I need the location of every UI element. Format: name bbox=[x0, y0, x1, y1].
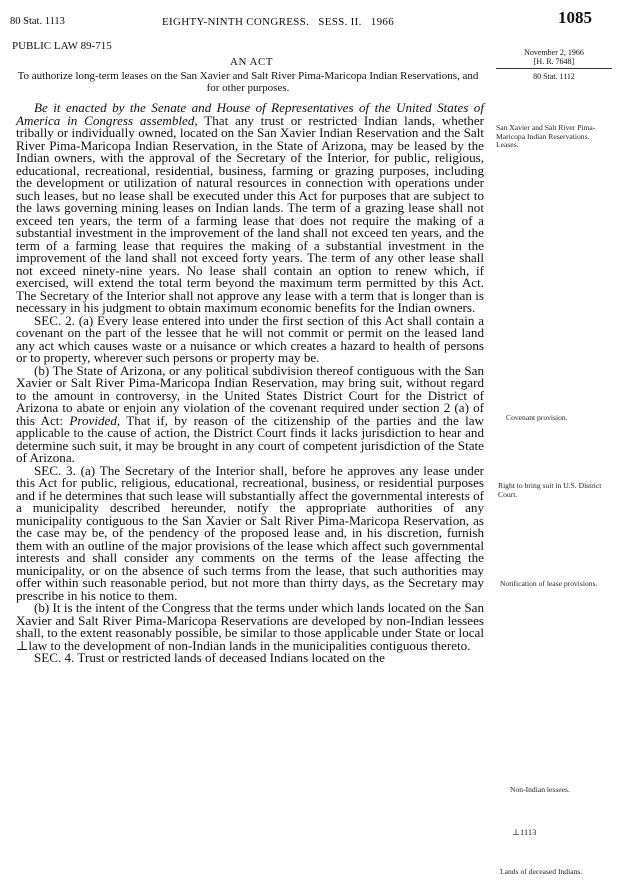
act-body bbox=[16, 102, 484, 665]
enacting-clause: Be it enacted by the Senate and House of Representatives of the United States of America in Congress assembled, bbox=[16, 100, 484, 128]
section-2b-proviso: That if, by reason of the citizenship of the parties and the law applicable to the cause of action, the District Court finds it lacks jurisdiction to hear and determine such suit, it may be brought in any court of competent jurisdiction of the State of Arizona. bbox=[16, 412, 484, 465]
section-1-text: That any trust or restricted Indian lands, whether tribally or individually owned, located on the San Xavier Indian Reservation and the Salt River Pima-Maricopa Indian Reservation, in the State of Arizona, may be leased by the Indian owners, with the approval of the Secretary of the Interior, for public, religious, educational, recreational, residential, business, farming or grazing purposes, including the development or utilization of natural resources in connection with operations under such leases, but no lease shall be executed under this Act for purposes that are subject to the laws governing mining leases on Indian lands. The term of a grazing lease shall not exceed ten years, the term of a farming lease that does not require the making of a substantial investment in the improvement of the land shall not exceed ten years, and the term of a farming lease that requires the making of a substantial investment in the improvement of the land shall not exceed forty years. The term of any other lease shall not exceed ninety-nine years. No lease shall contain an option to renew which, if exercised, will extend the total term beyond the maximum term permitted by this Act. The Secretary of the Interior shall not approve any lease with a term that is longer than is necessary in his judgment to obtain maximum economic benefits for the Indian owners. bbox=[16, 112, 484, 315]
section-4: SEC. 4. Trust or restricted lands of deceased Indians located on the bbox=[34, 650, 385, 665]
enactment-date: November 2, 1966 bbox=[524, 48, 584, 57]
act-heading: AN ACT bbox=[230, 56, 274, 68]
public-law-number: PUBLIC LAW 89-715 bbox=[12, 40, 112, 52]
bill-number: [H. R. 7648] bbox=[533, 57, 575, 66]
margin-note-non-indian: Non-Indian lessees. bbox=[510, 785, 570, 794]
act-purpose: To authorize long-term leases on the San Xavier and Salt River Pima-Maricopa Indian Reservations, and for other purposes. bbox=[17, 70, 479, 94]
section-3a: SEC. 3. (a) The Secretary of the Interior shall, before he approves any lease under this Act for public, religious, educational, recreational, business, or residential purposes and if he determines that such lease will substantially affect the governmental interests of a municipality described hereunder, notify the appropriate authorities of any municipality contiguous to the San Xavier or Salt River Pima-Maricopa Reservation, as the case may be, of the pendency of the proposed lease and, in his discretion, furnish them with an outline of the major provisions of the lease which affect such governmental interests and shall consider any comments on the terms of the lease affecting the municipality, or on the absence of such terms from the lease, that such authorities may offer within such reasonable period, but not more than thirty days, as the Secretary may prescribe in his notice to them. bbox=[16, 462, 484, 603]
running-header bbox=[0, 4, 624, 34]
statute-reference: 80 Stat. 1113 bbox=[10, 16, 65, 27]
congress-session-title: EIGHTY-NINTH CONGRESS. SESS. II. 1966 bbox=[162, 16, 394, 28]
section-2b bbox=[16, 362, 484, 465]
statute-cite: 80 Stat. 1112 bbox=[533, 72, 575, 81]
margin-note-leases: San Xavier and Salt River Pima-Maricopa Indian Reservations. Leases. bbox=[496, 123, 596, 149]
margin-note-covenant: Covenant provision. bbox=[506, 413, 568, 422]
section-2b-text: (b) The State of Arizona, or any political subdivision thereof contiguous with the San Xavier or Salt River Pima-Maricopa Indian Reservation, may bring suit, without regard to the amount in controversy, in the United States District Court for the District of Arizona to abate or enjoin any violation of the covenant required under section 2 (a) of this Act: bbox=[16, 362, 484, 428]
enactment-margin-note bbox=[496, 48, 612, 81]
section-3b: (b) It is the intent of the Congress that the terms under which lands located on the San Xavier and Salt River Pima-Maricopa Reservations are developed by non-Indian lessees shall, to the extent reasonably possible, be similar to those applicable under State or local ⊥law to the development of non-Indian lands in the municipalities contiguous thereto. bbox=[16, 600, 484, 653]
section-1 bbox=[16, 102, 484, 315]
enactment-date-block bbox=[496, 48, 612, 69]
margin-note-deceased: Lands of deceased Indians. bbox=[500, 867, 583, 876]
margin-note-right-to-sue: Right to bring suit in U.S. District Court. bbox=[498, 481, 602, 499]
page-number: 1085 bbox=[558, 8, 592, 27]
margin-note-notification: Notification of lease provisions. bbox=[500, 579, 598, 588]
margin-page-reference: ⊥1113 bbox=[512, 827, 537, 837]
proviso-word: Provided, bbox=[69, 412, 121, 428]
section-2a: SEC. 2. (a) Every lease entered into under the first section of this Act shall contain a covenant on the part of the lessee that he will not commit or permit on the leased land any act which causes waste or a nuisance or which creates a hazard to health of persons or to property, wherever such persons or property may be. bbox=[16, 312, 484, 365]
